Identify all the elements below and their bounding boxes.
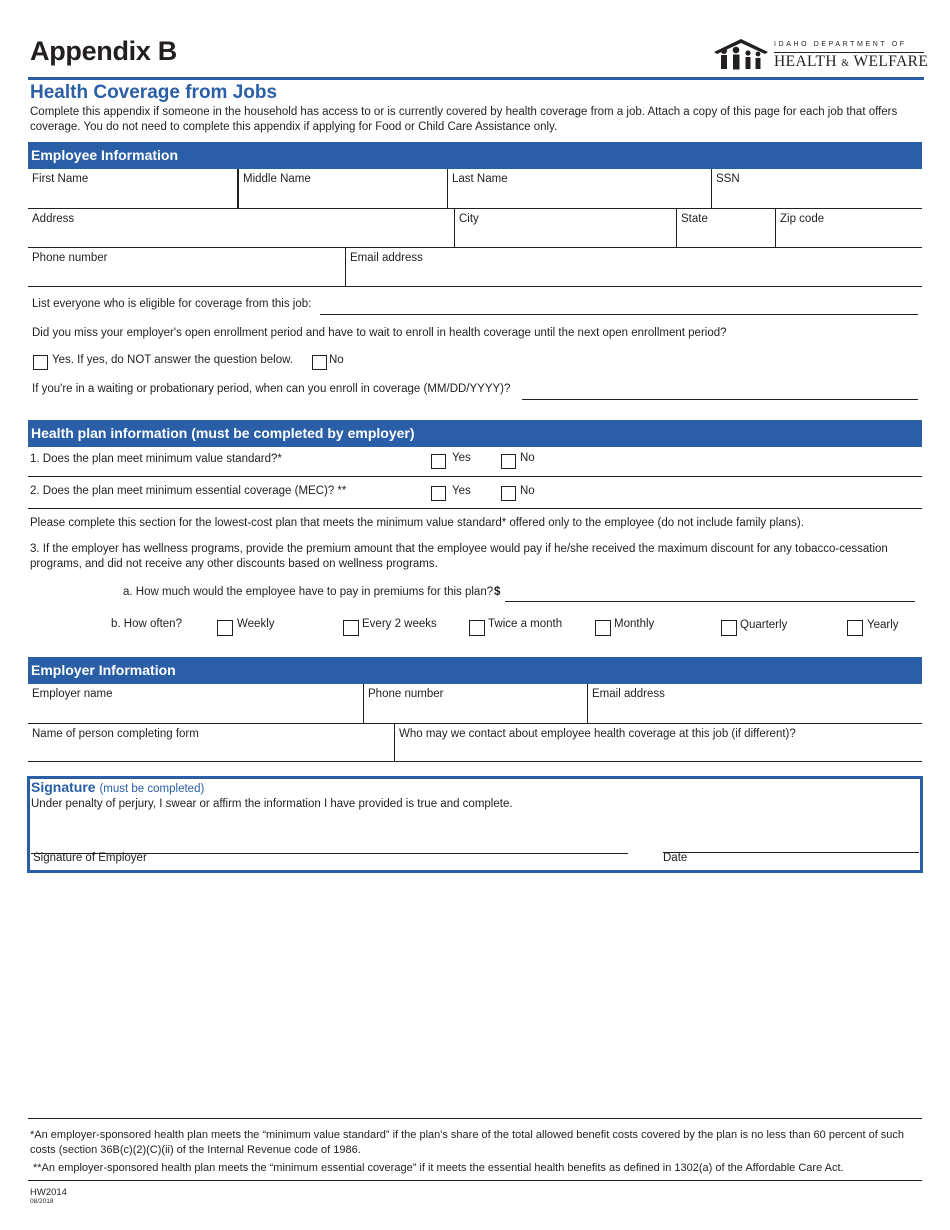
employer-phone-label: Phone number	[368, 688, 444, 700]
date-line[interactable]	[663, 851, 919, 853]
open-enrollment-question: Did you miss your employer's open enrollment period and have to wait to enroll in health coverage until the next open enrollment period?	[32, 327, 727, 339]
ssn-field[interactable]	[712, 169, 922, 209]
agency-logo	[712, 36, 929, 72]
form-id: HW2014	[30, 1187, 67, 1198]
missed-no-label: No	[329, 354, 344, 366]
eligible-input[interactable]	[320, 313, 918, 315]
first-name-label: First Name	[32, 173, 89, 185]
ssn-label: SSN	[716, 173, 740, 185]
q2-yes-label: Yes	[452, 485, 471, 497]
zip-field[interactable]	[776, 209, 922, 248]
signature-heading: Signature (must be completed)	[31, 779, 205, 795]
zip-label: Zip code	[780, 213, 825, 225]
q2-yes-checkbox[interactable]	[431, 486, 446, 501]
signature-box	[27, 776, 923, 873]
last-name-field[interactable]	[448, 169, 712, 209]
city-field[interactable]	[455, 209, 677, 248]
plan-instruction: Please complete this section for the lowest-cost plan that meets the minimum value standard* offered only to the employee (do not include family plans).	[30, 517, 804, 529]
employer-email-field[interactable]	[588, 684, 922, 724]
state-label: State	[681, 213, 708, 225]
contact-person-label: Who may we contact about employee health coverage at this job (if different)?	[399, 728, 796, 740]
monthly-label: Monthly	[614, 618, 655, 630]
address-label: Address	[32, 213, 75, 225]
plan-q1: 1. Does the plan meet minimum value standard?*	[30, 453, 282, 465]
plan-qb: b. How often?	[111, 618, 182, 630]
phone-label: Phone number	[32, 252, 108, 264]
city-label: City	[459, 213, 479, 225]
logo-top-text: IDAHO DEPARTMENT OF	[774, 41, 907, 48]
footnote-divider	[28, 1118, 922, 1119]
q1-yes-checkbox[interactable]	[431, 454, 446, 469]
email-field[interactable]	[346, 248, 922, 287]
missed-yes-checkbox[interactable]	[33, 355, 48, 370]
footnote-1: *An employer-sponsored health plan meets the “minimum value standard” if the plan's share of the total allowed benefit costs covered by the plan is no less than 60 percent of such costs (section 36B(c)(2)(C)(ii) of the Internal Revenue code of 1986.	[30, 1129, 905, 1156]
plan-q3: 3. If the employer has wellness programs, provide the premium amount that the employee would pay if he/she received the maximum discount for any tobacco-cessation programs, and did not receive any other discounts based on wellness programs.	[30, 543, 888, 570]
quarterly-label: Quarterly	[740, 619, 788, 631]
middle-name-label: Middle Name	[243, 173, 311, 185]
state-field[interactable]	[677, 209, 776, 248]
waiting-period-question: If you're in a waiting or probationary period, when can you enroll in coverage (MM/DD/YYYY)?	[32, 383, 511, 395]
yearly-label: Yearly	[867, 619, 899, 631]
dollar-sign: $	[494, 586, 501, 598]
missed-yes-label: Yes. If yes, do NOT answer the question below.	[52, 354, 294, 366]
date-label: Date	[663, 852, 688, 864]
contact-person-field[interactable]	[395, 724, 922, 762]
signature-label: Signature of Employer	[33, 852, 147, 864]
every-2-weeks-checkbox[interactable]	[343, 620, 359, 636]
missed-no-checkbox[interactable]	[312, 355, 327, 370]
every-2-weeks-label: Every 2 weeks	[362, 618, 437, 630]
phone-field[interactable]	[28, 248, 346, 287]
plan-row-divider	[28, 508, 922, 509]
address-field[interactable]	[28, 209, 455, 248]
q1-no-label: No	[520, 452, 535, 464]
logo-main-text: HEALTH & WELFARE	[774, 53, 929, 70]
form-date: 08/2018	[30, 1198, 54, 1205]
twice-a-month-checkbox[interactable]	[469, 620, 485, 636]
q2-no-label: No	[520, 485, 535, 497]
plan-section-header: Health plan information (must be completed by employer)	[28, 420, 922, 447]
quarterly-checkbox[interactable]	[721, 620, 737, 636]
employer-email-label: Email address	[592, 688, 665, 700]
email-label: Email address	[350, 252, 423, 264]
plan-row-divider	[28, 476, 922, 477]
employer-phone-field[interactable]	[364, 684, 588, 724]
plan-qa: a. How much would the employee have to pay in premiums for this plan?	[123, 586, 494, 598]
twice-a-month-label: Twice a month	[488, 618, 563, 630]
weekly-label: Weekly	[237, 618, 275, 630]
q1-no-checkbox[interactable]	[501, 454, 516, 469]
employer-section-header: Employer Information	[28, 657, 922, 684]
header-rule	[28, 77, 924, 80]
intro-text: Complete this appendix if someone in the household has access to or is currently covered by health coverage from a job. Attach a copy of this page for each job that offers coverage. You do not need to complete this appendix if applying for Food or Child Care Assistance only.	[30, 106, 898, 133]
person-completing-field[interactable]	[28, 724, 395, 762]
yearly-checkbox[interactable]	[847, 620, 863, 636]
footnote-2: **An employer-sponsored health plan meets the “minimum essential coverage” if it meets the essential health benefits as defined in 1302(a) of the Affordable Care Act.	[33, 1162, 844, 1174]
first-name-field[interactable]	[28, 169, 238, 209]
person-completing-label: Name of person completing form	[32, 728, 199, 740]
eligible-label: List everyone who is eligible for coverage from this job:	[32, 298, 312, 310]
waiting-period-input[interactable]	[522, 398, 918, 400]
employer-name-field[interactable]	[28, 684, 364, 724]
plan-q2: 2. Does the plan meet minimum essential coverage (MEC)? **	[30, 485, 347, 497]
employee-section-header: Employee Information	[28, 142, 922, 169]
employer-name-label: Employer name	[32, 688, 113, 700]
signature-statement: Under penalty of perjury, I swear or affirm the information I have provided is true and complete.	[31, 798, 513, 810]
weekly-checkbox[interactable]	[217, 620, 233, 636]
footer-divider	[28, 1180, 922, 1181]
monthly-checkbox[interactable]	[595, 620, 611, 636]
last-name-label: Last Name	[452, 173, 508, 185]
family-icon	[712, 36, 770, 72]
q2-no-checkbox[interactable]	[501, 486, 516, 501]
q1-yes-label: Yes	[452, 452, 471, 464]
page-title: Appendix B	[30, 36, 178, 66]
section-subtitle: Health Coverage from Jobs	[30, 82, 278, 103]
middle-name-field[interactable]	[238, 169, 448, 209]
premium-amount-input[interactable]	[505, 600, 915, 602]
